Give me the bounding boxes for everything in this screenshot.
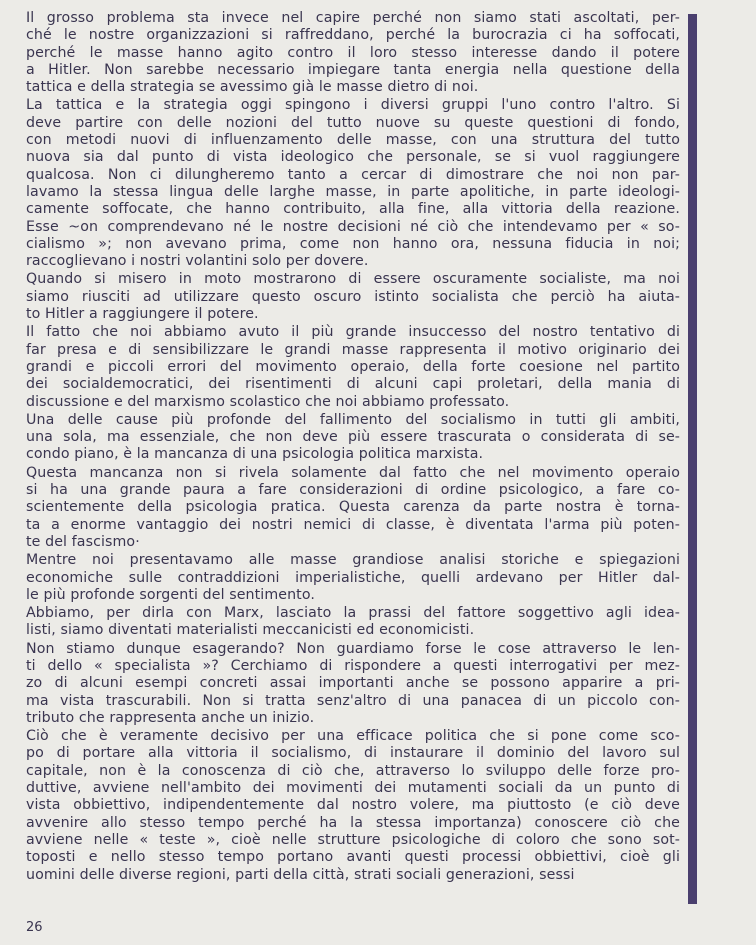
text-line: te del fascismo· — [26, 533, 140, 550]
text-line: far presa e di sensibilizzare le grandi masse rappresenta il motivo originario dei — [26, 341, 680, 358]
text-line: Abbiamo, per dirla con Marx, lasciato la prassi del fattore soggettivo agli idea- — [26, 605, 680, 622]
text-line: con metodi nuovi di influenzamento delle masse, con una struttura del tutto — [26, 132, 680, 149]
text-line: raccoglievano i nostri volantini solo per dovere. — [26, 253, 369, 270]
text-line: ché le nostre organizzazioni si raffreddano, perché la burocrazia ci ha soffocati, — [26, 27, 680, 44]
text-line: condo piano, è la mancanza di una psicologia politica marxista. — [26, 446, 484, 463]
text-line: camente soffocate, che hanno contribuito, alla fine, alla vittoria della reazione. — [26, 201, 680, 218]
paragraph — [26, 605, 680, 640]
text-line: duttive, avviene nell'ambito dei movimenti dei mutamenti sociali da un punto di — [26, 780, 680, 797]
paragraph — [26, 97, 680, 270]
page-text — [26, 10, 680, 884]
text-line: tributo che rappresenta anche un inizio. — [26, 709, 315, 726]
text-line: Esse ~on comprendevano né le nostre decisioni né ciò che intendevamo per « so- — [26, 218, 680, 235]
text-line: a Hitler. Non sarebbe necessario impiegare tanta energia nella questione della — [26, 61, 680, 78]
text-line: grandi e piccoli errori del movimento operaio, della forte coesione nel partito — [26, 358, 680, 375]
side-bar — [688, 14, 697, 904]
text-line: ti dello « specialista »? Cerchiamo di rispondere a questi interrogativi per mez- — [26, 657, 680, 674]
text-line: una sola, ma essenziale, che non deve più essere trascurata o considerata di se- — [26, 429, 680, 446]
text-line: scientemente della psicologia pratica. Questa carenza da parte nostra è torna- — [26, 499, 680, 516]
text-line: to Hitler a raggiungere il potere. — [26, 306, 259, 323]
text-line: qualcosa. Non ci dilungheremo tanto a cercar di dimostrare che noi non par- — [26, 166, 680, 183]
paragraph — [26, 10, 680, 96]
text-line: avviene nelle « teste », cioè nelle strutture psicologiche di coloro che sono sot- — [26, 831, 680, 848]
text-line: discussione e del marxismo scolastico che noi abbiamo professato. — [26, 393, 510, 410]
text-line: La tattica e la strategia oggi spingono i diversi gruppi l'uno contro l'altro. Si — [26, 97, 680, 114]
text-line: nuova sia dal punto di vista ideologico che personale, se si vuol raggiungere — [26, 149, 680, 166]
paragraph — [26, 552, 680, 604]
text-line: po di portare alla vittoria il socialismo, di instaurare il dominio del lavoro sul — [26, 745, 680, 762]
paragraph — [26, 412, 680, 464]
text-line: Quando si misero in moto mostrarono di essere oscuramente socialiste, ma noi — [26, 271, 680, 288]
paragraph — [26, 324, 680, 410]
text-line: ma vista trascurabili. Non si tratta senz'altro di una panacea di un piccolo con- — [26, 692, 680, 709]
text-line: capitale, non è la conoscenza di ciò che, attraverso lo sviluppo delle forze pro- — [26, 762, 680, 779]
text-line: Il grosso problema sta invece nel capire perché non siamo stati ascoltati, per- — [26, 10, 680, 26]
text-line: siamo riusciti ad utilizzare questo oscuro istinto socialista che perciò ha aiuta- — [26, 288, 680, 305]
text-line: Ciò che è veramente decisivo per una efficace politica che si pone come sco- — [26, 728, 680, 745]
paragraph — [26, 641, 680, 727]
text-line: economiche sulle contraddizioni imperialistiche, quelli ardevano per Hitler dal- — [26, 569, 680, 586]
text-line: Questa mancanza non si rivela solamente dal fatto che nel movimento operaio — [26, 464, 680, 481]
text-line: Mentre noi presentavamo alle masse grandiose analisi storiche e spiegazioni — [26, 552, 680, 569]
page-number: 26 — [26, 920, 43, 935]
text-line: ta a enorme vantaggio dei nostri nemici di classe, è diventata l'arma più poten- — [26, 516, 680, 533]
text-line: zo di alcuni esempi concreti assai importanti anche se possono apparire a pri- — [26, 675, 680, 692]
text-line: Una delle cause più profonde del fallimento del socialismo in tutti gli ambiti, — [26, 411, 680, 428]
text-line: uomini delle diverse regioni, parti della città, strati sociali generazioni, sessi — [26, 866, 575, 883]
text-line: le più profonde sorgenti del sentimento. — [26, 586, 315, 603]
text-line: tattica e della strategia se avessimo già le masse dietro di noi. — [26, 79, 479, 96]
text-line: vista obbiettivo, indipendentemente dal nostro volere, ma piuttosto (e ciò deve — [26, 797, 680, 814]
text-line: avvenire allo stesso tempo perché ha la stessa importanza) conoscere ciò che — [26, 814, 680, 831]
paragraph — [26, 465, 680, 551]
text-line: Il fatto che noi abbiamo avuto il più grande insuccesso del nostro tentativo di — [26, 324, 680, 341]
text-line: dei socialdemocratici, dei risentimenti di alcuni capi proletari, della mania di — [26, 376, 680, 393]
text-line: deve partire con delle nozioni del tutto nuove su queste questioni di fondo, — [26, 114, 680, 131]
text-line: Non stiamo dunque esagerando? Non guardiamo forse le cose attraverso le len- — [26, 640, 680, 657]
paragraph — [26, 728, 680, 884]
text-line: listi, siamo diventati materialisti meccanicisti ed economicisti. — [26, 622, 475, 639]
text-line: lavamo la stessa lingua delle larghe masse, in parte apolitiche, in parte ideologi- — [26, 183, 680, 200]
text-line: toposti e nello stesso tempo portano avanti questi processi obbiettivi, cioè gli — [26, 849, 680, 866]
paragraph — [26, 271, 680, 323]
text-line: cialismo »; non avevano prima, come non hanno ora, nessuna fiducia in noi; — [26, 235, 680, 252]
text-line: si ha una grande paura a fare considerazioni di ordine psicologico, a fare co- — [26, 482, 680, 499]
text-line: perché le masse hanno agito contro il loro stesso interesse dando il potere — [26, 44, 680, 61]
